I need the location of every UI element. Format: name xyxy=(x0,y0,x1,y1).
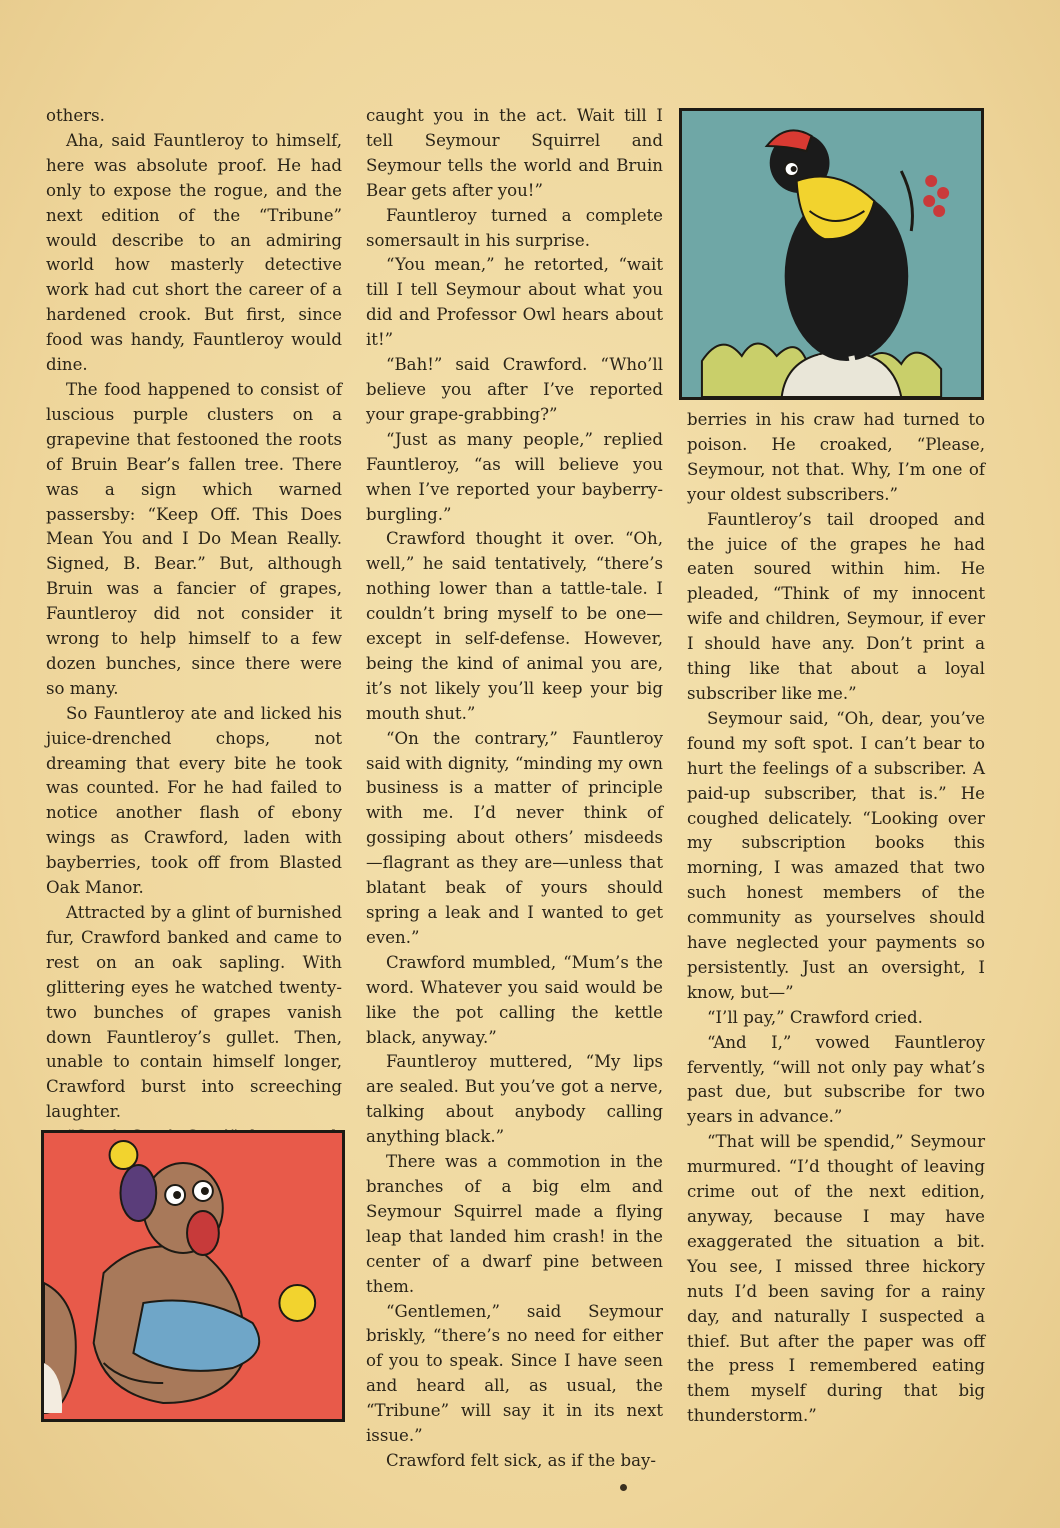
paragraph: Crawford thought it over. “Oh, well,” he said tentatively, “there’s nothing lower than a tattle-tale. I couldn’t bring myself to be one—except in self-defense. However, being the kind of animal you are, it’s not likely you’ll keep your big mouth shut.” xyxy=(366,529,663,723)
paragraph: “You mean,” he retorted, “wait till I tell Seymour about what you did and Professor Owl hears about it!” xyxy=(366,255,663,350)
text-column-3 xyxy=(687,408,985,1429)
paragraph: Fauntleroy turned a complete somersault in his surprise. xyxy=(366,205,663,250)
paragraph: Seymour said, “Oh, dear, you’ve found my soft spot. I can’t bear to hurt the feelings of a subscriber. A paid-up subscriber, that is.” He coughed delicately. “Looking over my subscription books this morning, I was amazed that two such honest members of the community as yourselves should have neglected your payments so persistently. Just an oversight, I know, but—” xyxy=(687,708,985,1002)
text-column-2 xyxy=(366,104,663,1474)
paragraph: Fauntleroy muttered, “My lips are sealed. But you’ve got a nerve, talking about anybody calling anything black.” xyxy=(366,1052,663,1147)
paragraph: There was a commotion in the branches of a big elm and Seymour Squirrel made a flying leap that landed him crash! in the center of a dwarf pine between them. xyxy=(366,1152,663,1296)
paragraph: “And I,” vowed Fauntleroy fervently, “will not only pay what’s past due, but subscribe for two years in advance.” xyxy=(687,1032,985,1127)
paragraph: others. xyxy=(46,106,105,125)
paragraph: So Fauntleroy ate and licked his juice-drenched chops, not dreaming that every bite he took was counted. For he had failed to notice another flash of ebony wings as Crawford, laden with bayberries, took off from Blasted Oak Manor. xyxy=(46,703,342,898)
ink-speck xyxy=(620,1484,627,1491)
paragraph: berries in his craw had turned to poison. He croaked, “Please, Seymour, not that. Why, I’m one of your oldest subscribers.” xyxy=(687,410,985,504)
paragraph: “On the contrary,” Fauntleroy said with dignity, “minding my own business is a matter of principle with me. I’d never think of gossiping about others’ misdeeds—flagrant as they are—unless that blatant beak of yours should spring a leak and I wanted to get even.” xyxy=(366,728,663,947)
paragraph: “I’ll pay,” Crawford cried. xyxy=(707,1007,923,1027)
paragraph: Attracted by a glint of burnished fur, Crawford banked and came to rest on an oak sapling. With glittering eyes he watched twenty-two bunches of grapes vanish down Fauntleroy’s gullet. Then, unable to contain himself longer, Crawford burst into screeching laughter. xyxy=(46,903,342,1122)
paragraph: Aha, said Fauntleroy to himself, here was absolute proof. He had only to expose the rogue, and the next edition of the “Tribune” would describe to an admiring world how masterly detective work had cut short the career of a hardened crook. But first, since food was handy, Fauntleroy would dine. xyxy=(46,130,342,375)
paragraph: The food happened to consist of luscious purple clusters on a grapevine that festooned the roots of Bruin Bear’s fallen tree. There was a sign which warned passersby: “Keep Off. This Does Mean You and I Do Mean Really. Signed, B. Bear.” But, although Bruin was a fancier of grapes, Fauntleroy did not consider it wrong to help himself to a few dozen bunches, since there were so many. xyxy=(46,379,342,698)
text-column-1 xyxy=(46,104,342,1175)
paragraph: Crawford mumbled, “Mum’s the word. Whatever you said would be like the pot calling the kettle black, anyway.” xyxy=(366,952,663,1047)
paragraph: Fauntleroy’s tail drooped and the juice of the grapes he had eaten soured within him. He pleaded, “Think of my innocent wife and children, Seymour, if ever I should have any. Don’t print a thing like that about a loyal subscriber like me.” xyxy=(687,509,985,703)
paragraph: caught you in the act. Wait till I tell Seymour Squirrel and Seymour tells the world and Bruin Bear gets after you!” xyxy=(366,106,663,200)
paragraph: Crawford felt sick, as if the bay- xyxy=(386,1450,656,1470)
crow-illustration xyxy=(679,108,984,400)
paragraph: “Just as many people,” replied Fauntleroy, “as will believe you when I’ve reported your bayberry-burgling.” xyxy=(366,429,663,524)
paragraph: “Gentlemen,” said Seymour briskly, “there’s no need for either of you to speak. Since I have seen and heard all, as usual, the “Tribune” will say it in its next issue.” xyxy=(366,1301,663,1446)
paragraph: “That will be spendid,” Seymour murmured. “I’d thought of leaving crime out of the next edition, anyway, because I may have exaggerated the situation a bit. You see, I missed three hickory nuts I’d been saving for a rainy day, and naturally I suspected a thief. But after the paper was off the press I remembered eating them myself during that big thunderstorm.” xyxy=(687,1132,985,1426)
paragraph: “Bah!” said Crawford. “Who’ll believe you after I’ve reported your grape-grabbing?” xyxy=(366,355,663,424)
fox-illustration xyxy=(41,1130,345,1422)
